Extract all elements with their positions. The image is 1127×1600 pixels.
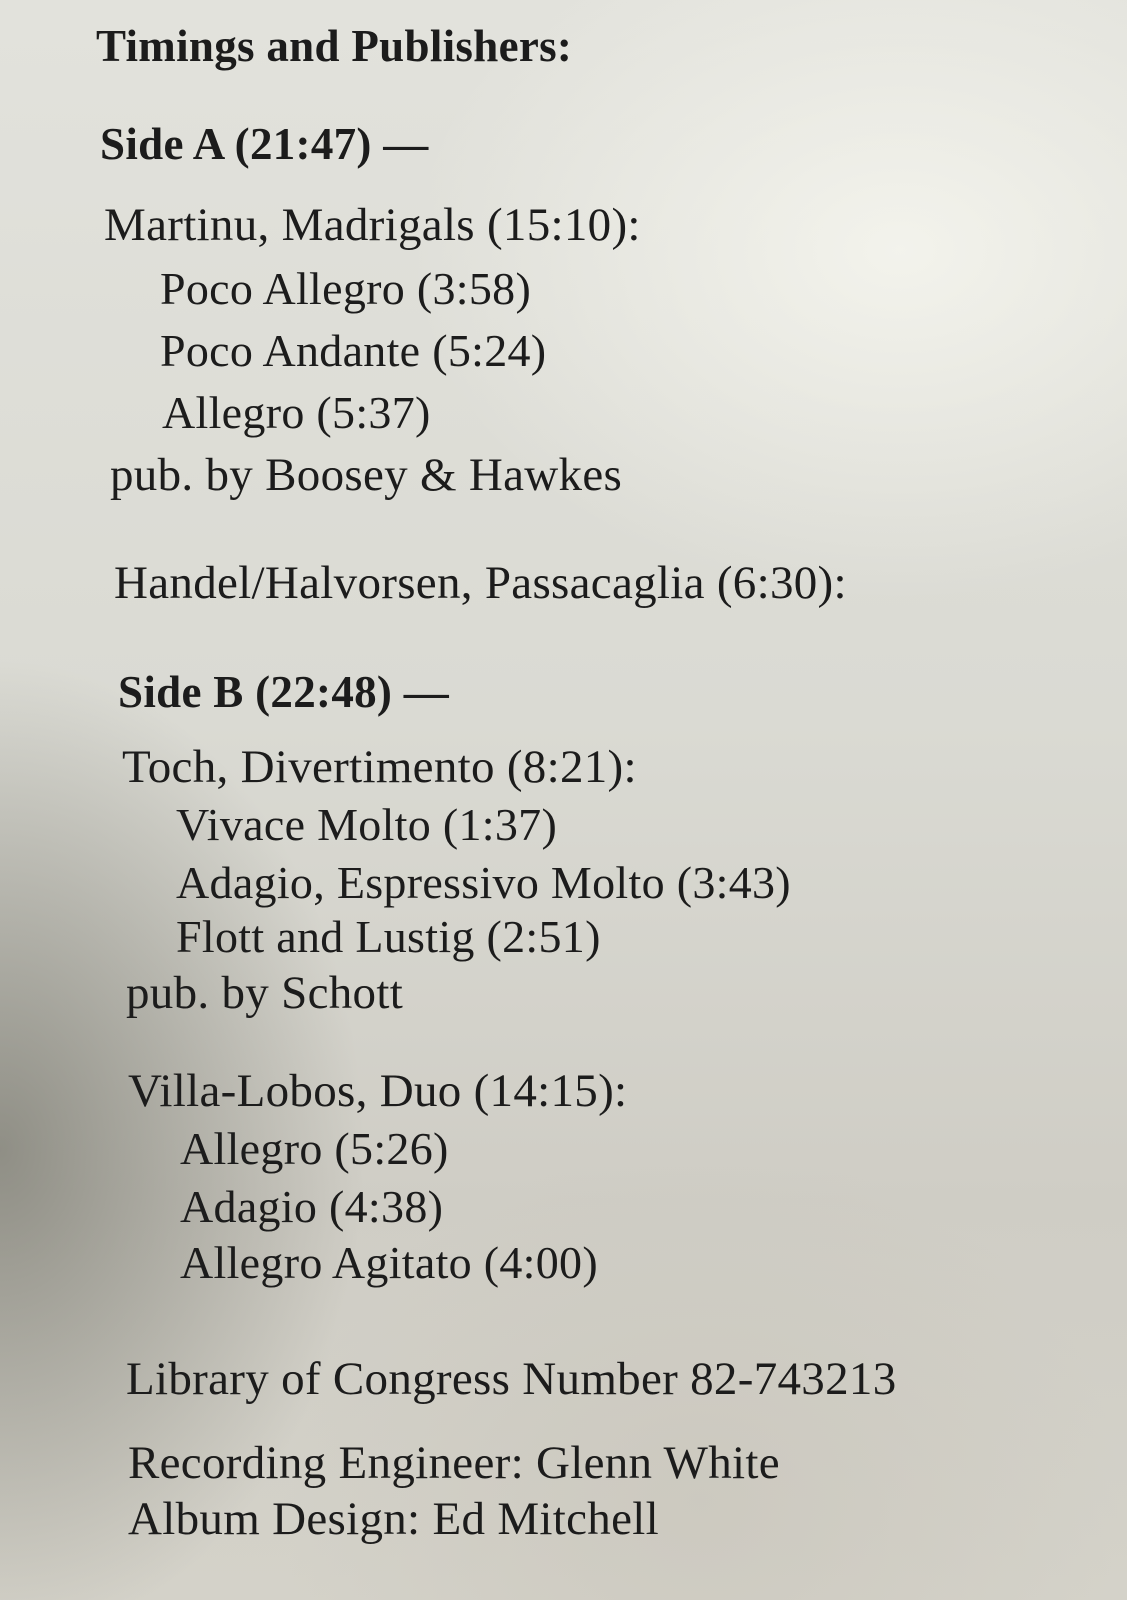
work-title-martinu: Martinu, Madrigals (15:10): xyxy=(104,199,641,251)
movement-item: Adagio, Espressivo Molto (3:43) xyxy=(176,857,791,908)
movement-item: Flott and Lustig (2:51) xyxy=(176,911,601,962)
publisher-line: pub. by Schott xyxy=(126,967,404,1019)
recording-engineer-credit: Recording Engineer: Glenn White xyxy=(128,1437,780,1489)
work-title-handel: Handel/Halvorsen, Passacaglia (6:30): xyxy=(114,557,847,609)
library-of-congress-number: Library of Congress Number 82-743213 xyxy=(126,1353,897,1405)
movement-item: Allegro (5:37) xyxy=(162,387,431,438)
side-a-heading: Side A (21:47) — xyxy=(100,119,429,169)
movement-item: Poco Andante (5:24) xyxy=(160,325,547,376)
album-design-credit: Album Design: Ed Mitchell xyxy=(128,1493,659,1545)
work-title-toch: Toch, Divertimento (8:21): xyxy=(122,741,637,793)
publisher-line: pub. by Boosey & Hawkes xyxy=(110,449,623,501)
page-title: Timings and Publishers: xyxy=(96,21,573,71)
side-b-heading: Side B (22:48) — xyxy=(118,667,450,717)
movement-item: Adagio (4:38) xyxy=(180,1181,444,1232)
movement-item: Allegro Agitato (4:00) xyxy=(180,1237,598,1288)
movement-item: Allegro (5:26) xyxy=(180,1123,449,1174)
movement-item: Poco Allegro (3:58) xyxy=(160,263,532,314)
work-title-villa-lobos: Villa-Lobos, Duo (14:15): xyxy=(128,1065,628,1117)
movement-item: Vivace Molto (1:37) xyxy=(176,799,558,850)
